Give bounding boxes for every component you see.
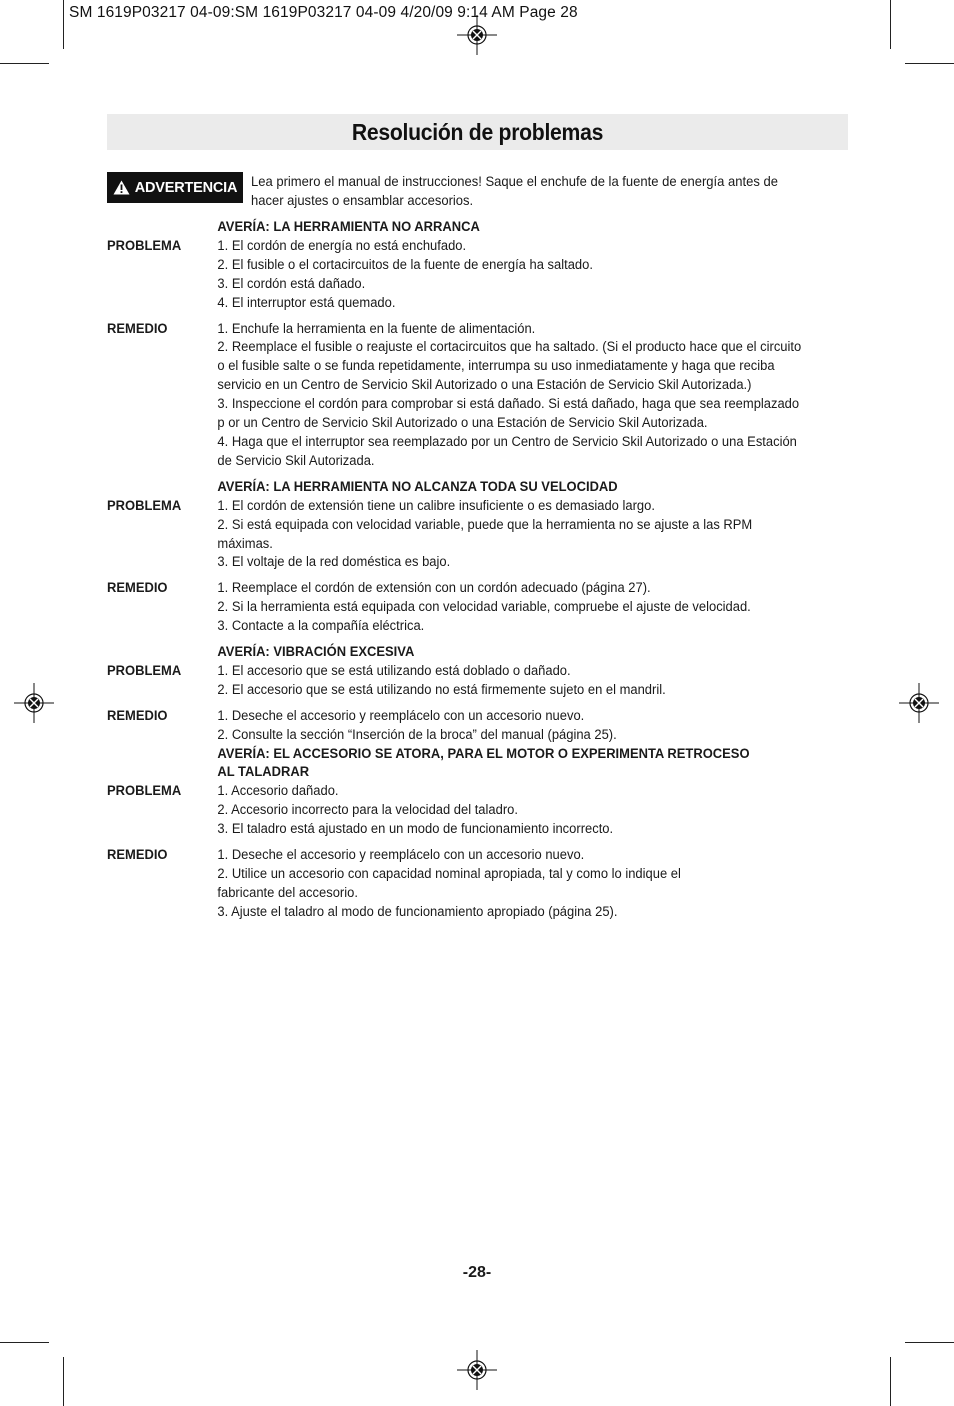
registration-mark-bottom-icon (457, 1350, 497, 1390)
crop-mark-top-right-v (890, 0, 891, 49)
remedy-label: REMEDIO (107, 579, 168, 596)
remedy-item: 4. Haga que el interruptor sea reemplazado por un Centro de Servicio Skil Autorizado o una Estación de Servicio Skil Autorizada. (217, 432, 797, 468)
remedy-list (217, 845, 806, 921)
problem-item: 1. El cordón de energía no está enchufado. (217, 236, 467, 253)
problem-item: 1. El cordón de extensión tiene un calibre insuficiente o es demasiado largo. (217, 496, 655, 513)
remedy-list (217, 578, 806, 635)
problem-item: 2. Si está equipada con velocidad variable, puede que la herramienta no se ajuste a las RPM máximas. (217, 515, 753, 551)
registration-mark-right-icon (899, 683, 939, 723)
problem-item: 4. El interruptor está quemado. (217, 293, 396, 310)
registration-mark-left-icon (14, 683, 54, 723)
print-slug-line: SM 1619P03217 04-09:SM 1619P03217 04-09 4/20/09 9:14 AM Page 28 (69, 4, 578, 21)
problem-label: PROBLEMA (107, 496, 182, 513)
remedy-item: 1. Deseche el accesorio y reemplácelo con un accesorio nuevo. (217, 846, 585, 863)
remedy-list (217, 319, 806, 470)
crop-mark-top-left-h (0, 63, 49, 64)
warning-text: Lea primero el manual de instrucciones! Saque el enchufe de la fuente de energía antes de hacer ajustes o ensamblar accesorios. (251, 173, 778, 208)
page-title: Resolución de problemas (351, 119, 604, 145)
problem-list (217, 781, 806, 838)
troubleshooting-section (107, 477, 806, 635)
section-heading: AVERÍA: EL ACCESORIO SE ATORA, PARA EL MOTOR O EXPERIMENTA RETROCESO AL TALADRAR (217, 744, 750, 780)
warning-label: ADVERTENCIA (134, 179, 238, 196)
troubleshooting-section (107, 744, 806, 921)
remedy-item: 3. Ajuste el taladro al modo de funcionamiento apropiado (página 25). (217, 902, 618, 919)
warning-triangle-icon (113, 180, 130, 195)
problem-row (107, 781, 806, 838)
problem-row (107, 496, 806, 572)
problem-item: 2. Accesorio incorrecto para la velocidad del taladro. (217, 801, 518, 818)
remedy-item: 2. Reemplace el fusible o reajuste el cortacircuitos que ha saltado. (Si el producto hace que el circuito o el fusible salte o se funda repetidamente, interrumpa su uso inmediatamente y haga que reciba servicio en un Centro de Servicio Skil Autorizado o una Estación de Servicio Skil Autorizada.) (217, 338, 802, 393)
problem-list (217, 496, 806, 572)
remedy-item: 1. Reemplace el cordón de extensión con un cordón adecuado (página 27). (217, 579, 651, 596)
page-number: -28- (462, 1264, 492, 1281)
warning-badge (107, 172, 243, 203)
crop-mark-bottom-left-v (63, 1357, 64, 1406)
crop-mark-top-left-v (63, 0, 64, 49)
registration-mark-top-icon (457, 15, 497, 55)
problem-list (217, 661, 806, 699)
remedy-label: REMEDIO (107, 846, 168, 863)
problem-row (107, 236, 806, 312)
problem-item: 1. Accesorio dañado. (217, 782, 339, 799)
crop-mark-bottom-left-h (0, 1342, 49, 1343)
remedy-row (107, 706, 806, 744)
problem-item: 3. El voltaje de la red doméstica es bajo. (217, 553, 451, 570)
problem-label: PROBLEMA (107, 661, 182, 678)
remedy-row (107, 578, 806, 635)
remedy-item: 3. Inspeccione el cordón para comprobar si está dañado. Si está dañado, haga que sea reemplazado p or un Centro de Servicio Skil Autorizado o una Estación de Servicio Skil Autorizada. (217, 395, 800, 431)
problem-list (217, 236, 806, 312)
section-heading: AVERÍA: LA HERRAMIENTA NO ARRANCA (217, 218, 480, 234)
problem-item: 1. El accesorio que se está utilizando está doblado o dañado. (217, 661, 571, 678)
remedy-row (107, 319, 806, 470)
problem-item: 3. El cordón está dañado. (217, 274, 366, 291)
remedy-item: 2. Si la herramienta está equipada con velocidad variable, compruebe el ajuste de velocidad. (217, 598, 751, 615)
remedy-row (107, 845, 806, 921)
remedy-item: 2. Consulte la sección “Inserción de la broca” del manual (página 25). (217, 725, 617, 742)
problem-row (107, 661, 806, 699)
crop-mark-bottom-right-h (905, 1342, 954, 1343)
crop-mark-top-right-h (905, 63, 954, 64)
troubleshooting-section (107, 642, 806, 744)
problem-item: 2. El fusible o el cortacircuitos de la fuente de energía ha saltado. (217, 255, 593, 272)
remedy-item: 1. Enchufe la herramienta en la fuente de alimentación. (217, 319, 536, 336)
remedy-item: 3. Contacte a la compañía eléctrica. (217, 617, 425, 634)
problem-label: PROBLEMA (107, 236, 182, 253)
remedy-list (217, 706, 806, 744)
problem-item: 2. El accesorio que se está utilizando no está firmemente sujeto en el mandril. (217, 680, 666, 697)
title-bar (107, 114, 848, 150)
remedy-label: REMEDIO (107, 319, 168, 336)
section-heading: AVERÍA: VIBRACIÓN EXCESIVA (217, 643, 415, 660)
remedy-item: 1. Deseche el accesorio y reemplácelo con un accesorio nuevo. (217, 706, 585, 723)
troubleshooting-section (107, 217, 806, 470)
crop-mark-bottom-right-v (890, 1357, 891, 1406)
troubleshooting-content (107, 217, 806, 921)
section-heading: AVERÍA: LA HERRAMIENTA NO ALCANZA TODA SU VELOCIDAD (217, 477, 618, 494)
problem-item: 3. El taladro está ajustado en un modo de funcionamiento incorrecto. (217, 820, 614, 837)
remedy-label: REMEDIO (107, 706, 168, 723)
problem-label: PROBLEMA (107, 782, 182, 799)
remedy-item: 2. Utilice un accesorio con capacidad nominal apropiada, tal y como lo indique el fabricante del accesorio. (217, 865, 681, 900)
